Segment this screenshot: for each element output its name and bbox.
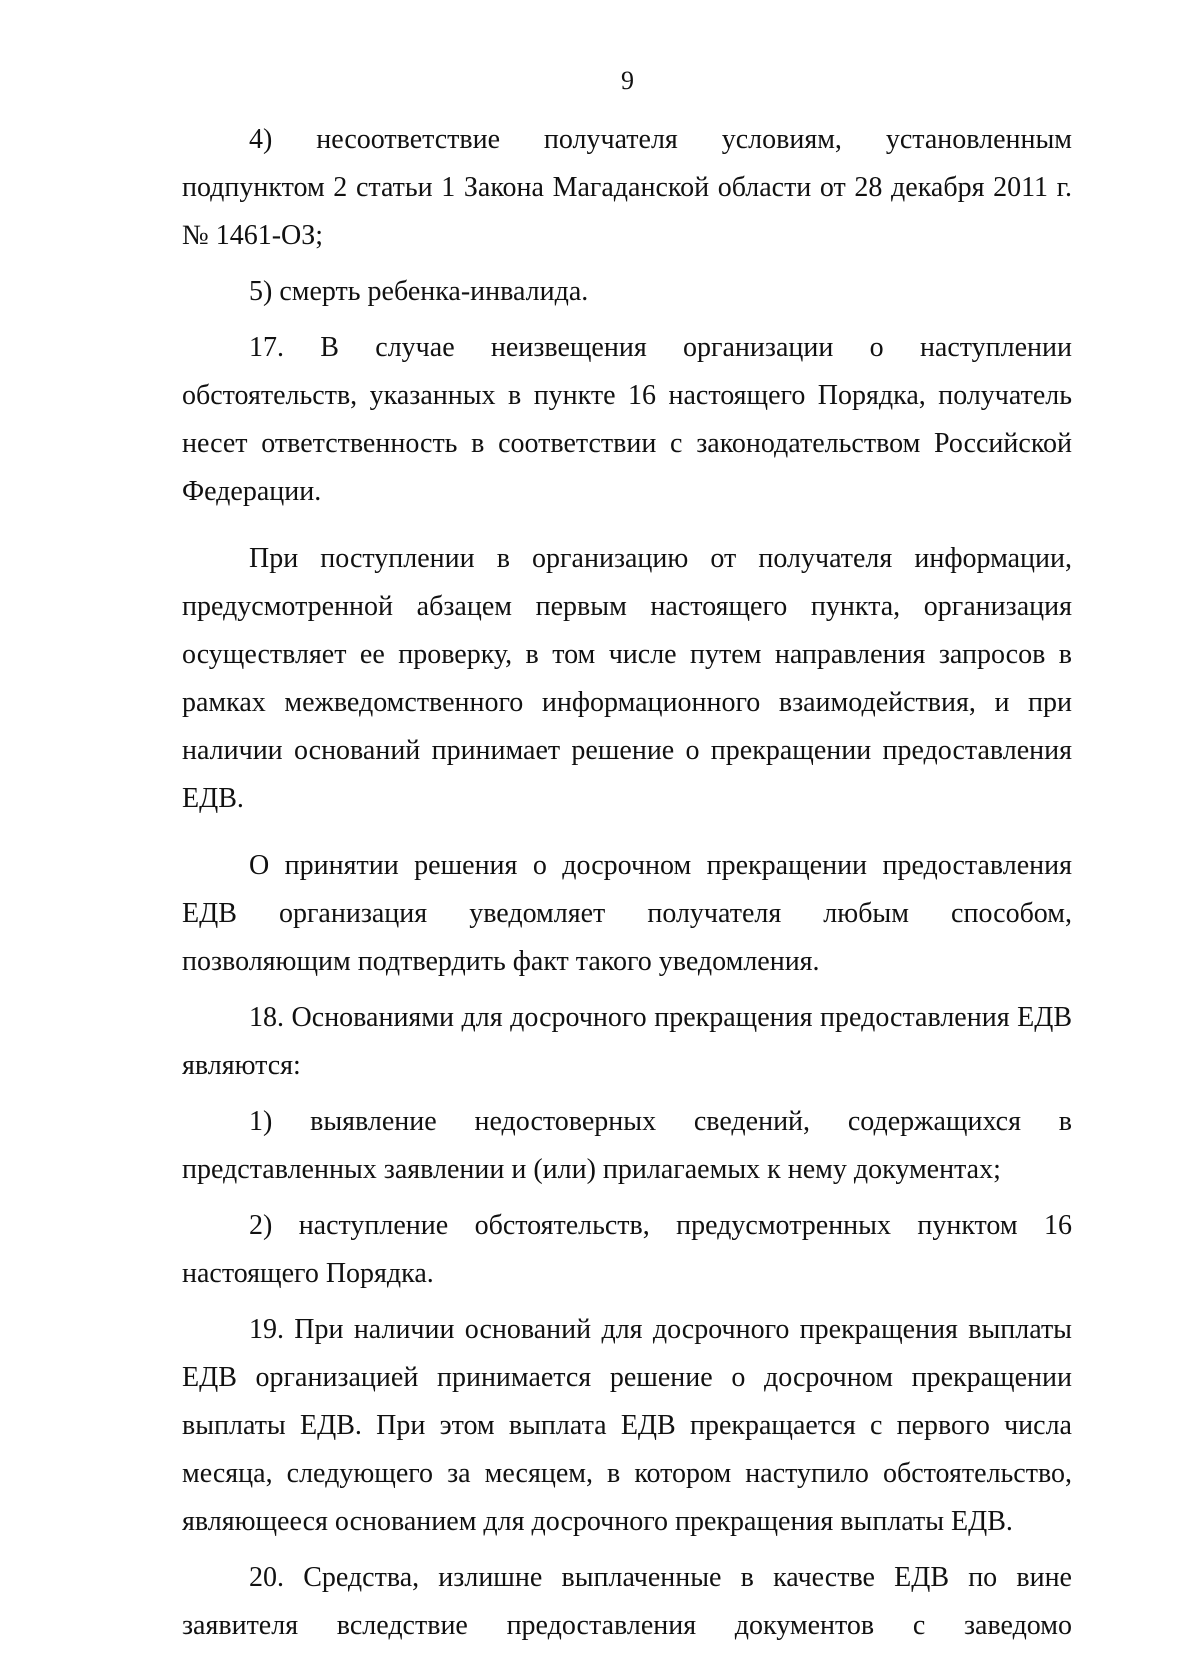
paragraph-clause-17-3: О принятии решения о досрочном прекращении предоставления ЕДВ организация уведомляет получателя любым способом, позволяющим подтвердить факт такого уведомления. <box>182 850 1072 977</box>
paragraph-clause-17: 17. В случае неизвещения организации о наступлении обстоятельств, указанных в пункте 16 настоящего Порядка, получатель несет ответственность в соответствии с законодательством Российской Федерации. <box>182 332 1072 507</box>
paragraph-clause-17-2: При поступлении в организацию от получателя информации, предусмотренной абзацем первым настоящего пункта, организация осуществляет ее проверку, в том числе путем направления запросов в рамках межведомственного информационного взаимодействия, и при наличии оснований принимает решение о прекращении предоставления ЕДВ. <box>182 543 1072 814</box>
paragraph-item-5: 5) смерть ребенка-инвалида. <box>249 276 589 307</box>
paragraph-clause-20: 20. Средства, излишне выплаченные в качестве ЕДВ по вине заявителя вследствие предоставления документов с заведомо <box>182 1562 1072 1641</box>
document-body <box>182 116 1072 1650</box>
paragraph-clause-18-item-1: 1) выявление недостоверных сведений, содержащихся в представленных заявлении и (или) прилагаемых к нему документах; <box>182 1106 1072 1185</box>
paragraph-clause-18-item-2: 2) наступление обстоятельств, предусмотренных пунктом 16 настоящего Порядка. <box>182 1210 1072 1289</box>
page-number: 9 <box>621 66 634 95</box>
paragraph-item-4: 4) несоответствие получателя условиям, установленным подпунктом 2 статьи 1 Закона Магаданской области от 28 декабря 2011 г. № 1461-ОЗ; <box>182 124 1072 251</box>
paragraph-clause-19: 19. При наличии оснований для досрочного прекращения выплаты ЕДВ организацией принимается решение о досрочном прекращении выплаты ЕДВ. При этом выплата ЕДВ прекращается с первого числа месяца, следующего за месяцем, в котором наступило обстоятельство, являющееся основанием для досрочного прекращения выплаты ЕДВ. <box>182 1314 1072 1537</box>
paragraph-clause-18: 18. Основаниями для досрочного прекращения предоставления ЕДВ являются: <box>182 1002 1072 1081</box>
